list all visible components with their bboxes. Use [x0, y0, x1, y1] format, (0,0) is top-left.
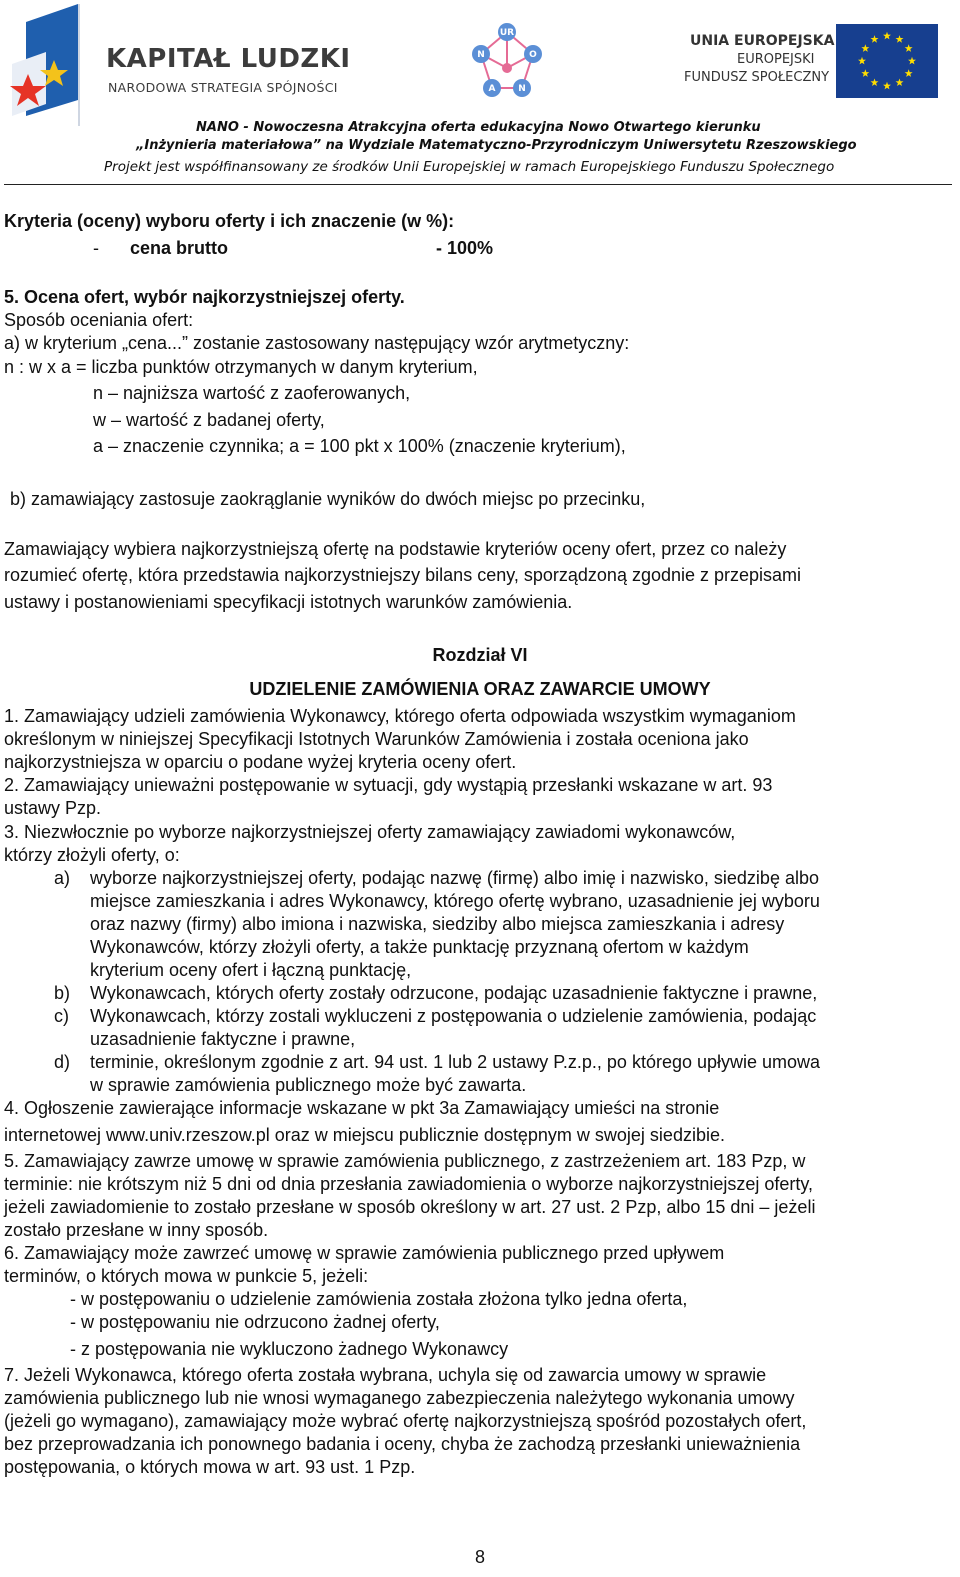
kl-flag-pole — [78, 4, 80, 126]
section-5-heading: 5. Ocena ofert, wybór najkorzystniejszej oferty. — [4, 287, 405, 307]
project-line-1: NANO - Nowoczesna Atrakcyjna oferta edukacyjna Nowo Otwartego kierunku — [196, 120, 761, 135]
page-number: 8 — [474, 1547, 485, 1567]
point-line: określonym w niniejszej Specyfikacji Istotnych Warunków Zamówienia i została oceniona jako — [4, 729, 749, 749]
point-line: zostało przesłane w inny sposób. — [4, 1220, 269, 1240]
point-line: terminie: nie krótszym niż 5 dni od dnia przesłania zawiadomienia o wyborze najkorzystniejszej oferty, — [4, 1174, 814, 1194]
list-item-label: c) — [54, 1006, 69, 1026]
chapter-number: Rozdział VI — [432, 645, 528, 665]
point-line: najkorzystniejsza w oparciu o podane wyżej kryteria oceny ofert. — [4, 752, 517, 772]
paragraph-line: Zamawiający wybiera najkorzystniejszą ofertę na podstawie kryteriów oceny ofert, przez co należy — [4, 539, 787, 559]
point-line: 4. Ogłoszenie zawierające informacje wskazane w pkt 3a Zamawiający umieści na stronie — [4, 1098, 720, 1118]
eu-line-3: FUNDUSZ SPOŁECZNY — [684, 70, 830, 85]
point-line: 5. Zamawiający zawrze umowę w sprawie zamówienia publicznego, z zastrzeżeniem art. 183 Pzp, w — [4, 1151, 806, 1171]
point-line: internetowej www.univ.rzeszow.pl oraz w miejscu publicznie dostępnym w swojej siedzibie. — [4, 1125, 725, 1145]
list-item-line: wyborze najkorzystniejszej oferty, podając nazwę (firmę) albo imię i nazwisko, siedzibę albo — [90, 868, 819, 888]
project-line-2: „Inżynieria materiałowa” na Wydziale Matematyczno-Przyrodniczym Uniwersytetu Rzeszowskiego — [136, 138, 857, 153]
paragraph-line: ustawy i postanowieniami specyfikacji istotnych warunków zamówienia. — [4, 592, 573, 612]
bullet-line: - w postępowaniu o udzielenie zamówienia została złożona tylko jedna oferta, — [70, 1289, 688, 1309]
kapital-subtitle: NARODOWA STRATEGIA SPÓJNOŚCI — [108, 80, 338, 95]
criterion-b-line: b) zamawiający zastosuje zaokrąglanie wyników do dwóch miejsc po przecinku, — [10, 489, 646, 509]
criterion-a-line: a) w kryterium „cena...” zostanie zastosowany następujący wzór arytmetyczny: — [4, 333, 630, 353]
eu-line-2: EUROPEJSKI — [737, 52, 815, 67]
nano-letter-ur: UR — [499, 28, 515, 38]
kapital-title: KAPITAŁ LUDZKI — [106, 44, 351, 74]
scoring-method: Sposób oceniania ofert: — [4, 310, 194, 330]
point-line: 3. Niezwłocznie po wyborze najkorzystniejszej oferty zamawiający zawiadomi wykonawców, — [4, 822, 736, 842]
point-line: 6. Zamawiający może zawrzeć umowę w sprawie zamówienia publicznego przed upływem — [4, 1243, 725, 1263]
list-item-line: miejsce zamieszkania i adres Wykonawcy, którego ofertę wybrano, uzasadnienie jej wyboru — [90, 891, 820, 911]
kapital-ludzki-logo — [6, 4, 84, 126]
list-item-label: b) — [54, 983, 71, 1003]
list-item-line: w sprawie zamówienia publicznego może być zawarta. — [90, 1075, 527, 1095]
nano-letter-a: A — [488, 84, 496, 94]
point-line: 7. Jeżeli Wykonawca, którego oferta została wybrana, uchyla się od zawarcia umowy w sprawie — [4, 1365, 767, 1385]
eu-flag-icon — [836, 24, 938, 98]
bullet-line: - z postępowania nie wykluczono żadnego Wykonawcy — [70, 1339, 509, 1359]
list-item-line: Wykonawcach, którzy zostali wykluczeni z postępowania o udzielenie zamówienia, podając — [90, 1006, 817, 1026]
point-line: (jeżeli go wymagano), zamawiający może wybrać ofertę najkorzystniejszą spośród pozostałych ofert, — [4, 1411, 807, 1431]
definition-n: n – najniższa wartość z zaoferowanych, — [93, 383, 411, 403]
list-item-line: uzasadnienie faktyczne i prawne, — [90, 1029, 356, 1049]
list-item-line: Wykonawców, którzy złożyli oferty, a także punktację przyznaną ofertom w każdym — [90, 937, 749, 957]
cofinance-line: Projekt jest współfinansowany ze środków Unii Europejskiej w ramach Europejskiego Funduszu Społecznego — [104, 159, 835, 175]
list-item-line: Wykonawcach, których oferty zostały odrzucone, podając uzasadnienie faktyczne i prawne, — [90, 983, 818, 1003]
paragraph-line: rozumieć ofertę, która przedstawia najkorzystniejszy bilans ceny, sporządzoną zgodnie z przepisami — [4, 565, 802, 585]
eu-title: UNIA EUROPEJSKA — [690, 33, 835, 49]
point-line: ustawy Pzp. — [4, 798, 102, 818]
list-item-label: d) — [54, 1052, 71, 1072]
formula-line: n : w x a = liczba punktów otrzymanych w danym kryterium, — [4, 357, 478, 377]
criteria-dash: - — [93, 238, 99, 258]
list-item-label: a) — [54, 868, 71, 888]
criteria-item-label: cena brutto — [130, 238, 229, 258]
point-line: 1. Zamawiający udzieli zamówienia Wykonawcy, którego oferta odpowiada wszystkim wymaganiom — [4, 706, 796, 726]
point-line: terminów, o których mowa w punkcie 5, jeżeli: — [4, 1266, 369, 1286]
nano-logo — [466, 20, 548, 102]
point-line: którzy złożyli oferty, o: — [4, 845, 180, 865]
criteria-heading: Kryteria (oceny) wyboru oferty i ich znaczenie (w %): — [4, 211, 455, 231]
point-line: bez przeprowadzania ich ponownego badania i oceny, chyba że zachodzą przesłanki unieważnienia — [4, 1434, 801, 1454]
list-item-line: terminie, określonym zgodnie z art. 94 ust. 1 lub 2 ustawy P.z.p., po którego upływie umowa — [90, 1052, 821, 1072]
nano-letter-n1: N — [477, 50, 485, 60]
nano-letter-n2: N — [518, 84, 526, 94]
definition-w: w – wartość z badanej oferty, — [93, 410, 325, 430]
point-line: zamówienia publicznego lub nie wnosi wymaganego zabezpieczenia należytego wykonania umowy — [4, 1388, 795, 1408]
list-item-line: oraz nazwy (firmy) albo imiona i nazwiska, siedziby albo miejsca zamieszkania i adresy — [90, 914, 785, 934]
list-item-line: kryterium oceny ofert i łączną punktację, — [90, 960, 412, 980]
point-line: 2. Zamawiający unieważni postępowanie w sytuacji, gdy wystąpią przesłanki wskazane w art. 93 — [4, 775, 773, 795]
criteria-item-value: - 100% — [436, 238, 494, 258]
definition-a: a – znaczenie czynnika; a = 100 pkt x 100% (znaczenie kryterium), — [93, 436, 626, 456]
nano-letter-o: O — [529, 50, 537, 60]
header-divider — [4, 184, 952, 185]
bullet-line: - w postępowaniu nie odrzucono żadnej oferty, — [70, 1312, 440, 1332]
chapter-title: UDZIELENIE ZAMÓWIENIA ORAZ ZAWARCIE UMOWY — [249, 679, 711, 699]
point-line: postępowania, o których mowa w art. 93 ust. 1 Pzp. — [4, 1457, 416, 1477]
point-line: jeżeli zawiadomienie to zostało przesłane w sposób określony w art. 27 ust. 2 Pzp, albo 15 dni – jeżeli — [4, 1197, 816, 1217]
